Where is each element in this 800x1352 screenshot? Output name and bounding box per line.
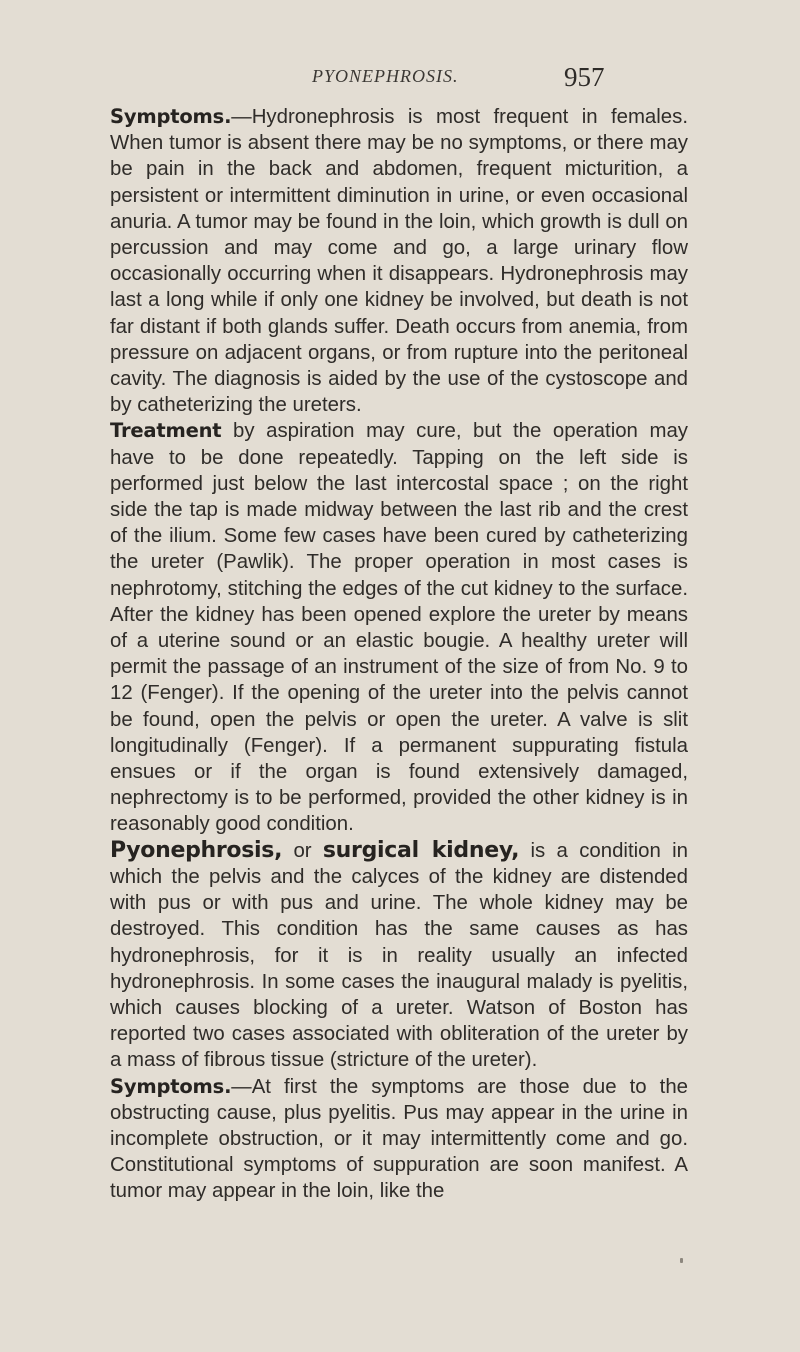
running-title: PYONEPHROSIS. bbox=[312, 66, 459, 86]
section-subterm: surgical kidney, bbox=[322, 837, 520, 863]
running-head bbox=[0, 62, 800, 96]
section-lead: Pyonephrosis, bbox=[110, 837, 283, 863]
paragraph-text: —At first the symptoms are those due to the obstructing cause, plus pyelitis. Pus may appear in the urine in incomplete obstruction, or it may intermittently come and go. Constitutional symptoms of suppuration are soon manifest. A tumor may appear in the loin, like the bbox=[110, 1075, 688, 1203]
paragraph-treatment bbox=[110, 418, 688, 837]
paragraph-hydronephrosis-symptoms bbox=[110, 104, 688, 418]
paragraph-text: —Hydronephrosis is most frequent in females. When tumor is absent there may be no symptoms, or there may be pain in the back and abdomen, frequent micturition, a persistent or intermittent diminution in urine, or even occasional anuria. A tumor may be found in the loin, which growth is dull on percussion and may come and go, a large urinary flow occasionally occurring when it disappears. Hydronephrosis may last a long while if only one kidney be involved, but death is not far distant if both glands suffer. Death occurs from anemia, from pressure on adjacent organs, or from rupture into the peritoneal cavity. The diagnosis is aided by the use of the cystoscope and by catheterizing the ureters. bbox=[110, 106, 688, 417]
paragraph-pyonephrosis-symptoms bbox=[110, 1074, 688, 1205]
paragraph-connector: or bbox=[282, 839, 323, 862]
section-lead: Symptoms. bbox=[110, 1074, 232, 1098]
body-text bbox=[110, 104, 688, 1205]
paragraph-text: by aspiration may cure, but the operation may have to be done repeatedly. Tapping on the left side is performed just below the last intercostal space ; on the right side the tap is made midway between the last rib and the crest of the ilium. Some few cases have been cured by catheterizing the ureter (Pawlik). The proper operation in most cases is nephrotomy, stitching the edges of the cut kidney to the surface. After the kidney has been opened explore the ureter by means of a uterine sound or an elastic bougie. A healthy ureter will permit the passage of an instrument of the size of from No. 9 to 12 (Fenger). If the opening of the ureter into the pelvis cannot be found, open the pelvis or open the ureter. A valve is slit longitudinally (Fenger). If a permanent suppurating fistula ensues or if the organ is found extensively damaged, nephrectomy is to be performed, provided the other kidney is in reasonably good condition. bbox=[110, 420, 688, 836]
page-number: 957 bbox=[564, 62, 605, 92]
paper-speck bbox=[680, 1258, 683, 1263]
paragraph-pyonephrosis bbox=[110, 838, 688, 1074]
section-lead: Symptoms. bbox=[110, 105, 232, 128]
section-lead: Treatment bbox=[110, 419, 222, 443]
paragraph-text: is a condition in which the pelvis and the calyces of the kidney are distended with pus or with pus and urine. The whole kidney may be destroyed. This condition has the same causes as has hydronephrosis, for it is in reality usually an infected hydronephrosis. In some cases the inaugural malady is pyelitis, which causes blocking of a ureter. Watson of Boston has reported two cases associated with obliteration of the ureter by a mass of fibrous tissue (stricture of the ureter). bbox=[110, 839, 688, 1072]
